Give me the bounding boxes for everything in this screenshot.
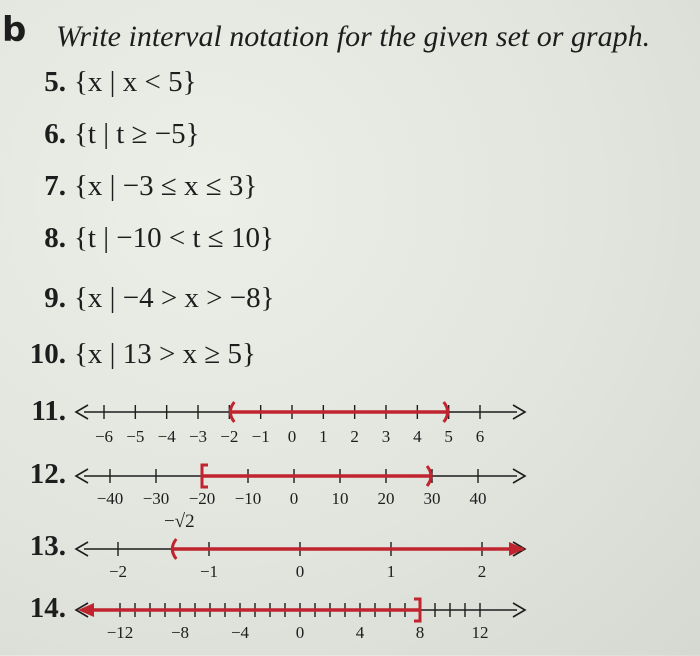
- tick-label: 6: [475, 427, 485, 446]
- tick-label: 10: [331, 489, 349, 508]
- problem-number: 9.: [44, 282, 66, 314]
- tick-label: 1: [386, 562, 396, 581]
- tick-label: 4: [413, 427, 422, 446]
- number-line-13: [0, 511, 700, 593]
- section-letter: b: [2, 10, 27, 50]
- tick-label: 1: [319, 427, 328, 446]
- tick-label: −20: [188, 489, 216, 508]
- left-red-arrow-icon: [78, 603, 94, 617]
- tick-label: −2: [108, 562, 128, 581]
- problem-number: 8.: [44, 222, 66, 254]
- problem-set: {x | −3 ≤ x ≤ 3}: [74, 170, 258, 202]
- problem-7: [0, 170, 257, 203]
- tick-label: 4: [355, 623, 365, 642]
- tick-label: −5: [126, 427, 145, 446]
- problem-set: {x | −4 > x > −8}: [74, 282, 275, 314]
- tick-label: −6: [94, 427, 114, 446]
- tick-label: 40: [469, 489, 487, 508]
- problem-12-number: 12.: [29, 458, 66, 490]
- number-line-14: [0, 596, 700, 656]
- section-instruction: Write interval notation for the given set or graph.: [56, 20, 651, 53]
- problem-13-number: 13.: [29, 530, 66, 562]
- number-line-11: [0, 398, 700, 458]
- tick-label: 2: [350, 427, 359, 446]
- problem-number: 6.: [44, 118, 66, 150]
- tick-label: −1: [251, 427, 270, 446]
- problem-set: {t | t ≥ −5}: [74, 118, 200, 150]
- tick-label: −8: [170, 623, 190, 642]
- tick-label: 20: [377, 489, 395, 508]
- problem-10: [0, 338, 256, 371]
- tick-label: 0: [295, 562, 305, 581]
- problem-9: [0, 282, 275, 315]
- problem-set: {x | x < 5}: [74, 66, 197, 98]
- tick-label: −12: [106, 623, 134, 642]
- tick-label: 3: [381, 427, 391, 446]
- problem-number: 10.: [29, 338, 66, 370]
- problem-6: [0, 118, 200, 151]
- tick-label: 0: [295, 623, 305, 642]
- problem-number: 5.: [44, 66, 66, 98]
- sqrt2-label: −√2: [163, 511, 195, 532]
- tick-label: 8: [415, 623, 425, 642]
- problem-set: {x | 13 > x ≥ 5}: [74, 338, 256, 370]
- problem-set: {t | −10 < t ≤ 10}: [74, 222, 274, 254]
- tick-label: 0: [289, 489, 299, 508]
- tick-label: −10: [234, 489, 262, 508]
- problem-11-number: 11.: [31, 395, 66, 427]
- tick-label: 0: [287, 427, 297, 446]
- problem-8: [0, 222, 274, 255]
- tick-label: −4: [157, 427, 176, 446]
- problem-14-number: 14.: [29, 592, 66, 624]
- tick-label: −4: [230, 623, 250, 642]
- tick-label: −3: [188, 427, 208, 446]
- problem-number: 7.: [44, 170, 66, 202]
- tick-label: 5: [444, 427, 453, 446]
- problem-5: [0, 66, 197, 99]
- tick-label: −1: [199, 562, 219, 581]
- tick-label: 12: [471, 623, 489, 642]
- tick-label: 2: [477, 562, 487, 581]
- tick-label: −40: [96, 489, 124, 508]
- tick-label: 30: [423, 489, 441, 508]
- number-line-12: [0, 462, 700, 522]
- tick-label: −30: [142, 489, 170, 508]
- tick-label: −2: [220, 427, 239, 446]
